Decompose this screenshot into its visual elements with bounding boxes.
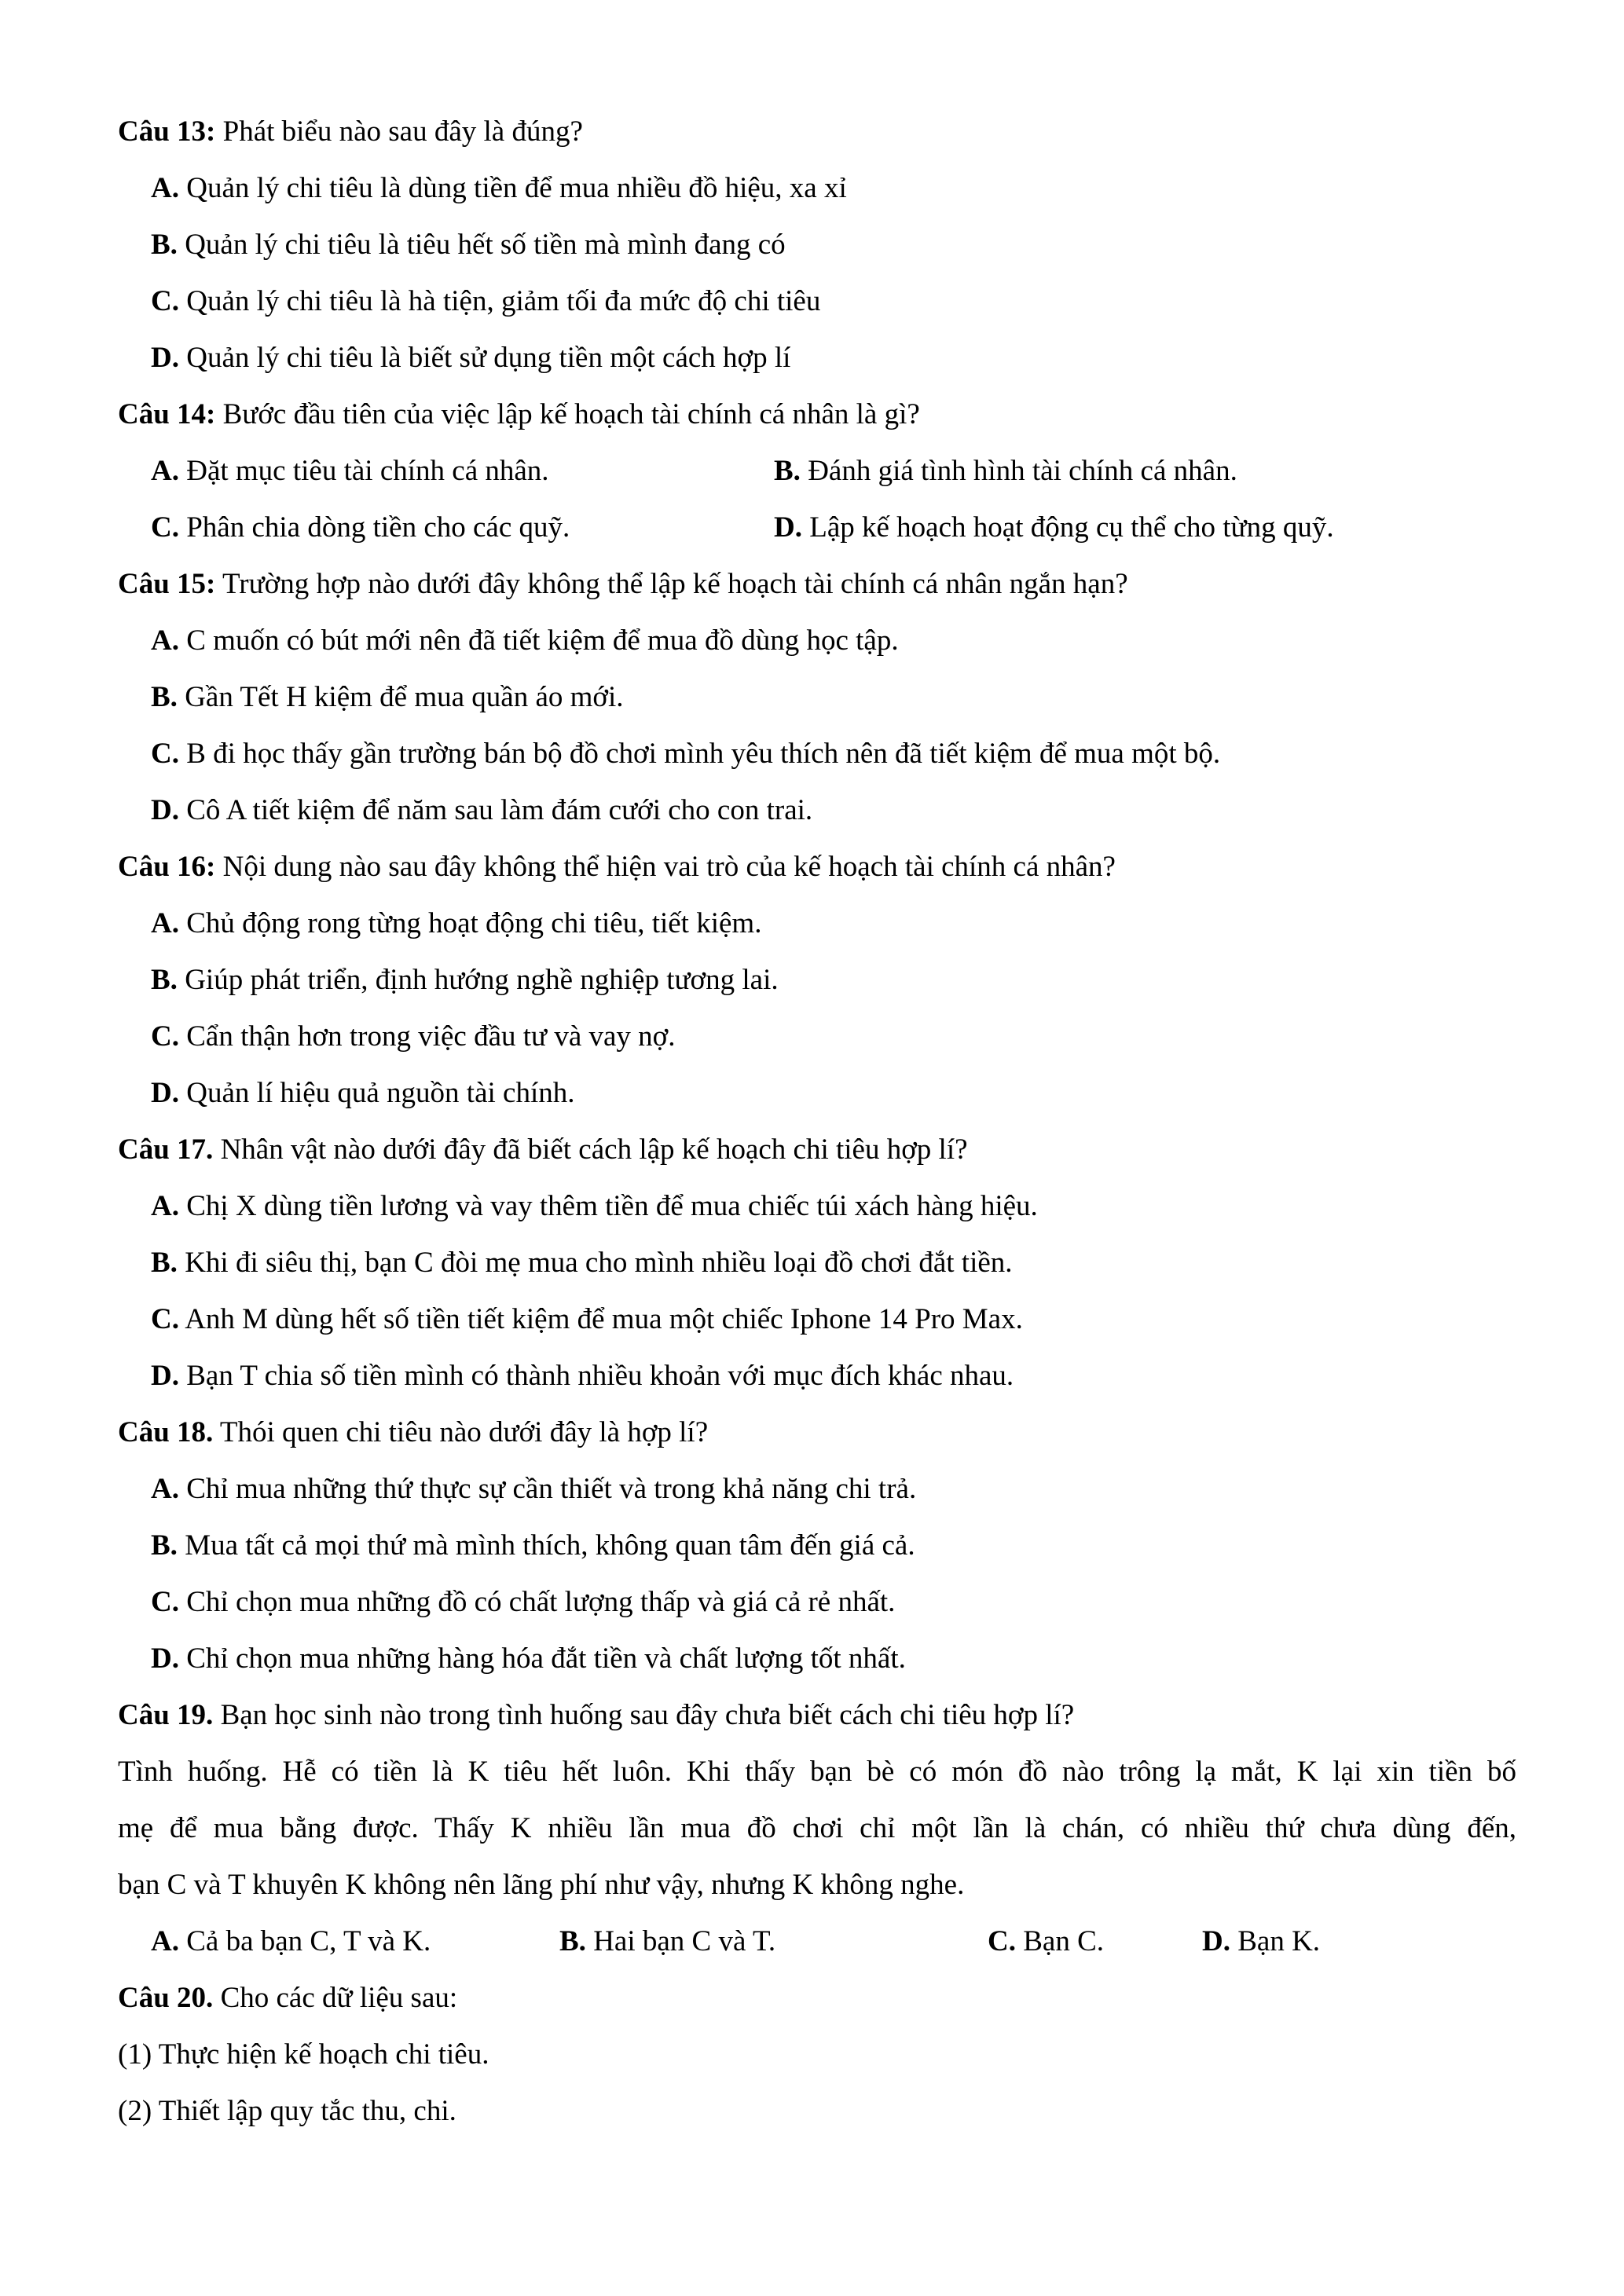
option-label: A. — [151, 1473, 179, 1505]
question-16 — [118, 850, 1116, 884]
question-13 — [118, 115, 583, 149]
option-label: D. — [774, 511, 802, 544]
q17-option-b — [151, 1246, 1013, 1280]
question-text: Cho các dữ liệu sau: — [213, 1982, 458, 2014]
option-label: D. — [151, 1642, 179, 1675]
question-label: Câu 13: — [118, 115, 216, 148]
question-19 — [118, 1698, 1074, 1733]
q16-option-b — [151, 963, 779, 998]
q19-option-b — [559, 1924, 775, 1959]
q14-option-c — [151, 511, 570, 545]
option-label: D. — [151, 1077, 179, 1109]
option-text: Đặt mục tiêu tài chính cá nhân. — [178, 455, 549, 487]
q17-option-a — [151, 1189, 1038, 1224]
q13-option-d — [151, 341, 790, 375]
option-text: C muốn có bút mới nên đã tiết kiệm để mua đồ dùng học tập. — [178, 624, 899, 657]
option-text: Bạn K. — [1230, 1925, 1321, 1957]
option-label: D. — [151, 1360, 179, 1392]
option-label: D. — [151, 342, 179, 374]
q13-option-a — [151, 171, 847, 206]
q15-option-c — [151, 737, 1220, 771]
option-label: C. — [151, 1303, 179, 1335]
option-text: Gần Tết H kiệm để mua quần áo mới. — [177, 681, 624, 713]
option-text: Phân chia dòng tiền cho các quỹ. — [178, 511, 570, 544]
option-label: A. — [151, 455, 179, 487]
q15-option-a — [151, 624, 899, 658]
q16-option-c — [151, 1020, 676, 1054]
option-text: Chỉ chọn mua những đồ có chất lượng thấp và giá cả rẻ nhất. — [178, 1586, 896, 1618]
option-text: Chị X dùng tiền lương và vay thêm tiền để mua chiếc túi xách hàng hiệu. — [178, 1190, 1038, 1222]
q17-option-c — [151, 1302, 1023, 1337]
option-label: B. — [559, 1925, 586, 1957]
option-text: Hai bạn C và T. — [585, 1925, 776, 1957]
q13-option-b — [151, 228, 786, 262]
option-text: Bạn C. — [1015, 1925, 1105, 1957]
option-text: Bạn T chia số tiền mình có thành nhiều khoản với mục đích khác nhau. — [178, 1360, 1014, 1392]
question-20 — [118, 1981, 457, 2016]
option-label: C. — [151, 511, 179, 544]
option-text: Anh M dùng hết số tiền tiết kiệm để mua một chiếc Iphone 14 Pro Max. — [178, 1303, 1023, 1335]
option-text: B đi học thấy gần trường bán bộ đồ chơi mình yêu thích nên đã tiết kiệm để mua một bộ. — [178, 738, 1221, 770]
option-text: Quản lý chi tiêu là tiêu hết số tiền mà mình đang có — [177, 229, 786, 261]
option-label: D. — [1202, 1925, 1230, 1957]
option-label: B. — [151, 1529, 178, 1562]
question-label: Câu 17. — [118, 1133, 214, 1166]
question-label: Câu 15: — [118, 568, 216, 600]
option-text: Lập kế hoạch hoạt động cụ thể cho từng quỹ. — [801, 511, 1334, 544]
q15-option-d — [151, 793, 812, 828]
option-label: B. — [774, 455, 801, 487]
question-label: Câu 16: — [118, 851, 216, 883]
option-text: Chủ động rong từng hoạt động chi tiêu, tiết kiệm. — [178, 907, 762, 939]
question-text: Nội dung nào sau đây không thể hiện vai trò của kế hoạch tài chính cá nhân? — [215, 851, 1116, 883]
option-label: A. — [151, 624, 179, 657]
question-label: Câu 18. — [118, 1416, 214, 1448]
option-label: A. — [151, 1925, 179, 1957]
option-text: Quản lý chi tiêu là dùng tiền để mua nhiều đồ hiệu, xa xỉ — [178, 172, 847, 204]
q19-situation-line-3: bạn C và T khuyên K không nên lãng phí như vậy, nhưng K không nghe. — [118, 1869, 965, 1901]
q19-option-d — [1202, 1924, 1320, 1959]
option-label: B. — [151, 229, 178, 261]
q15-option-b — [151, 680, 624, 715]
option-text: Cả ba bạn C, T và K. — [178, 1925, 431, 1957]
option-text: Mua tất cả mọi thứ mà mình thích, không quan tâm đến giá cả. — [177, 1529, 915, 1562]
question-text: Bước đầu tiên của việc lập kế hoạch tài chính cá nhân là gì? — [215, 398, 920, 430]
option-label: D. — [151, 794, 179, 826]
q19-situation-line-1: Tình huống. Hễ có tiền là K tiêu hết luôn. Khi thấy bạn bè có món đồ nào trông lạ mắt, K lại xin tiền bố — [118, 1756, 1516, 1788]
q19-situation-line-2: mẹ để mua bằng được. Thấy K nhiều lần mua đồ chơi chỉ một lần là chán, có nhiều thứ chưa dùng đến, — [118, 1812, 1516, 1844]
question-text: Phát biểu nào sau đây là đúng? — [215, 115, 583, 148]
q17-option-d — [151, 1359, 1014, 1393]
option-text: Quản lí hiệu quả nguồn tài chính. — [178, 1077, 575, 1109]
option-text: Quản lý chi tiêu là biết sử dụng tiền một cách hợp lí — [178, 342, 791, 374]
question-text: Bạn học sinh nào trong tình huống sau đây chưa biết cách chi tiêu hợp lí? — [213, 1699, 1075, 1731]
option-text: Cẩn thận hơn trong việc đầu tư và vay nợ. — [178, 1020, 676, 1053]
option-label: B. — [151, 681, 178, 713]
question-text: Nhân vật nào dưới đây đã biết cách lập kế hoạch chi tiêu hợp lí? — [213, 1133, 968, 1166]
option-label: B. — [151, 1247, 178, 1279]
option-label: A. — [151, 1190, 179, 1222]
option-label: A. — [151, 907, 179, 939]
option-text: Chỉ chọn mua những hàng hóa đắt tiền và chất lượng tốt nhất. — [178, 1642, 906, 1675]
option-label: C. — [151, 285, 179, 317]
option-label: C. — [151, 1020, 179, 1053]
q14-option-a — [151, 454, 549, 489]
option-text: Quản lý chi tiêu là hà tiện, giảm tối đa mức độ chi tiêu — [178, 285, 821, 317]
option-label: C. — [151, 738, 179, 770]
q18-option-c — [151, 1585, 895, 1620]
q18-option-a — [151, 1472, 916, 1507]
q19-option-a — [151, 1924, 431, 1959]
option-label: B. — [151, 964, 178, 996]
question-label: Câu 14: — [118, 398, 216, 430]
option-label: C. — [988, 1925, 1016, 1957]
option-text: Chỉ mua những thứ thực sự cần thiết và trong khả năng chi trả. — [178, 1473, 917, 1505]
question-label: Câu 19. — [118, 1699, 214, 1731]
question-text: Trường hợp nào dưới đây không thể lập kế hoạch tài chính cá nhân ngắn hạn? — [215, 568, 1128, 600]
q18-option-b — [151, 1529, 915, 1563]
question-14 — [118, 397, 920, 432]
q16-option-a — [151, 906, 761, 941]
option-text: Cô A tiết kiệm để năm sau làm đám cưới cho con trai. — [178, 794, 813, 826]
option-label: C. — [151, 1586, 179, 1618]
option-text: Giúp phát triển, định hướng nghề nghiệp tương lai. — [177, 964, 779, 996]
q18-option-d — [151, 1642, 906, 1676]
question-18 — [118, 1415, 708, 1450]
q13-option-c — [151, 284, 820, 319]
question-15 — [118, 567, 1128, 602]
question-17 — [118, 1133, 968, 1167]
q19-option-c — [988, 1924, 1104, 1959]
question-label: Câu 20. — [118, 1982, 214, 2014]
q14-option-b — [774, 454, 1237, 489]
q20-item-2: (2) Thiết lập quy tắc thu, chi. — [118, 2095, 456, 2127]
q16-option-d — [151, 1076, 575, 1111]
option-text: Đánh giá tình hình tài chính cá nhân. — [800, 455, 1237, 487]
option-text: Khi đi siêu thị, bạn C đòi mẹ mua cho mình nhiều loại đồ chơi đắt tiền. — [177, 1247, 1013, 1279]
q14-option-d — [774, 511, 1334, 545]
option-label: A. — [151, 172, 179, 204]
q20-item-1: (1) Thực hiện kế hoạch chi tiêu. — [118, 2038, 489, 2071]
question-text: Thói quen chi tiêu nào dưới đây là hợp lí? — [213, 1416, 709, 1448]
